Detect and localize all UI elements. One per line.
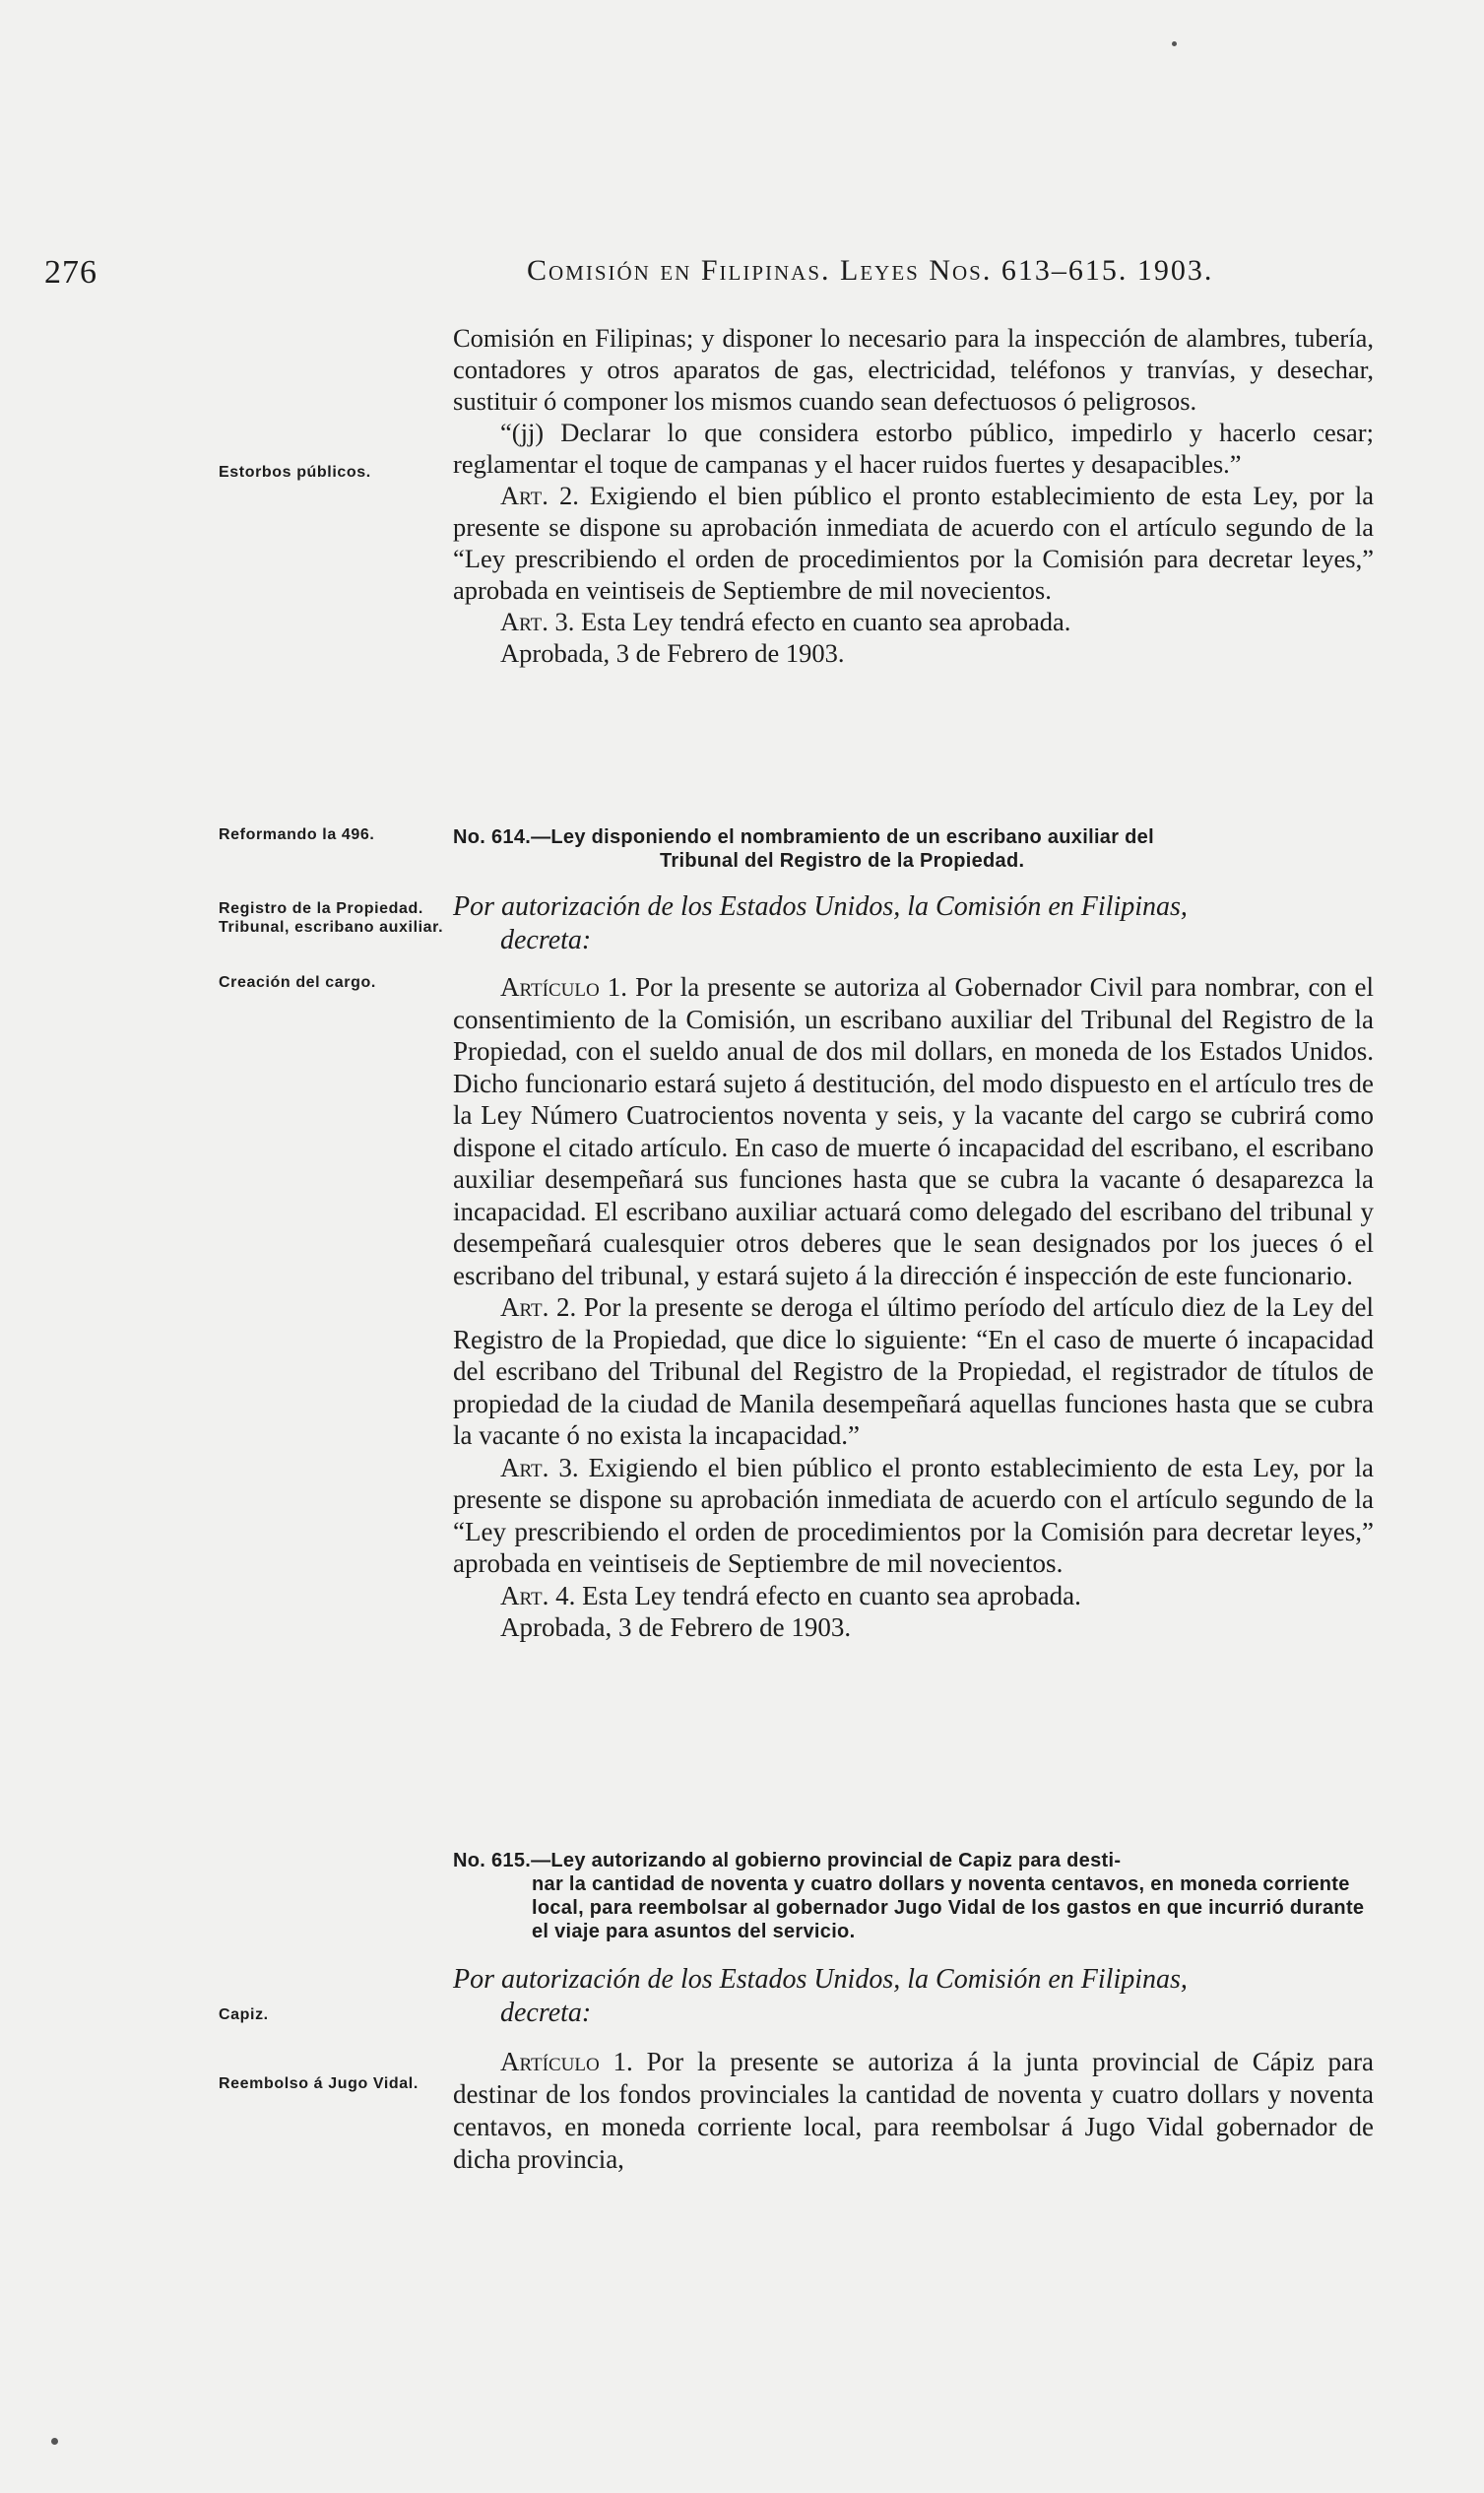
enacting-text: Por autorización de los Estados Unidos, la Comisión en Filipinas, [453,891,1188,922]
article-label: Artículo 1. [500,972,628,1002]
article-label: Art. 2. [500,481,579,510]
article-paragraph [453,1291,1374,1452]
article-label: Artículo 1. [500,2047,633,2076]
article-text: Por la presente se autoriza á la junta provincial de Cápiz para destinar de los fondos provinciales la cantidad de noventa y cuatro dollars y noventa centavos, en moneda corriente local, para reembolsar á Jugo Vidal gobernador de dicha provincia, [453,2047,1375,2174]
enacting-clause [453,1963,1374,2030]
enacting-text: Por autorización de los Estados Unidos, la Comisión en Filipinas, [453,1964,1188,1995]
article-paragraph [453,971,1374,1291]
margin-note-estorbos: Estorbos públicos. [219,464,371,481]
article-label: Art. 3. [500,607,575,636]
law-614 [453,825,1374,1644]
article-paragraph [453,2046,1374,2176]
scan-speck [51,2438,58,2445]
article-text: Esta Ley tendrá efecto en cuanto sea aprobada. [582,1580,1081,1610]
margin-note-reembolso: Reembolso á Jugo Vidal. [219,2075,419,2092]
page-number: 276 [44,254,97,291]
margin-note-reformando: Reformando la 496. [219,826,375,843]
article-paragraph [453,480,1374,606]
enacting-clause [453,890,1374,957]
margin-note-capiz: Capiz. [219,2006,269,2023]
law-615-title-rest: nar la cantidad de noventa y cuatro dollars y noventa centavos, en moneda corriente local, para reembolsar al gobernador Jugo Vidal de los gastos en que incurrió durante el viaje para asuntos del servicio. [532,1873,1365,1942]
article-paragraph [453,606,1374,637]
scan-speck [1172,41,1177,46]
article-label: Art. 2. [500,1292,577,1322]
law-615-title [453,1849,1374,1943]
running-head: Comisión en Filipinas. Leyes Nos. 613–615. 1903. [527,254,1214,287]
law-613-continuation [453,322,1374,669]
paragraph-jj: “(jj) Declarar lo que considera estorbo público, impedirlo y hacerlo cesar; reglamentar el toque de campanas y el hacer ruidos fuertes y desapacibles.” [453,418,1374,479]
decreta: decreta: [500,925,592,955]
margin-note-registro: Registro de la Propiedad. Tribunal, escribano auxiliar. [219,900,444,936]
article-text: Por la presente se deroga el último período del artículo diez de la Ley del Registro de la Propiedad, que dice lo siguiente: “En el caso de muerte ó incapacidad del escribano del Tribunal del Registro de la Propiedad, el registrador de títulos de propiedad de la ciudad de Manila desempeñará aquellas funciones hasta que se cubra la vacante ó no exista la incapacidad.” [453,1292,1375,1450]
article-text: Exigiendo el bien público el pronto establecimiento de esta Ley, por la presente se dispone su aprobación inmediata de acuerdo con el artículo segundo de la “Ley prescribiendo el orden de procedimientos por la Comisión para decretar leyes,” aprobada en veintiseis de Septiembre de mil novecientos. [453,481,1374,605]
law-614-title [453,825,1374,873]
article-text: Esta Ley tendrá efecto en cuanto sea aprobada. [581,607,1071,636]
paragraph: Comisión en Filipinas; y disponer lo necesario para la inspección de alambres, tubería, contadores y otros aparatos de gas, electricidad, teléfonos y tranvías, y desechar, sustituir ó componer los mismos cuando sean defectuosos ó peligrosos. [453,323,1374,416]
article-label: Art. 4. [500,1580,576,1610]
article-text: Por la presente se autoriza al Gobernador Civil para nombrar, con el consentimiento de la Comisión, un escribano auxiliar del Tribunal del Registro de la Propiedad, con el sueldo anual de dos mil dollars, en moneda de los Estados Unidos. Dicho funcionario estará sujeto á destitución, del modo dispuesto en el artículo tres de la Ley Número Cuatrocientos noventa y seis, y la vacante del cargo se cubrirá como dispone el citado artículo. En caso de muerte ó incapacidad del escribano, el escribano auxiliar desempeñará sus funciones hasta que se cubra la vacante ó desaparezca la incapacidad. El escribano auxiliar actuará como delegado del escribano del tribunal y desempeñará cualesquier otros deberes que le sean designados por los jueces ó el escribano del tribunal, y estará sujeto á la dirección é inspección de este funcionario. [453,972,1374,1290]
decreta: decreta: [500,1998,592,2028]
law-615 [453,1849,1374,2176]
law-614-title-second: Tribunal del Registro de la Propiedad. [660,850,1025,872]
article-label: Art. 3. [500,1452,579,1482]
law-614-title-first: No. 614.—Ley disponiendo el nombramiento de un escribano auxiliar del [453,826,1154,848]
article-paragraph [453,1580,1374,1612]
law-615-title-first: No. 615.—Ley autorizando al gobierno provincial de Capiz para desti- [453,1850,1122,1871]
approval-date: Aprobada, 3 de Febrero de 1903. [500,1612,852,1642]
article-text: Exigiendo el bien público el pronto establecimiento de esta Ley, por la presente se dispone su aprobación inmediata de acuerdo con el artículo segundo de la “Ley prescribiendo el orden de procedimientos por la Comisión para decretar leyes,” aprobada en veintiseis de Septiembre de mil novecientos. [453,1452,1375,1578]
article-paragraph [453,1452,1374,1580]
approval-date: Aprobada, 3 de Febrero de 1903. [500,638,845,668]
page-header [44,254,1384,294]
margin-note-creacion: Creación del cargo. [219,974,376,991]
